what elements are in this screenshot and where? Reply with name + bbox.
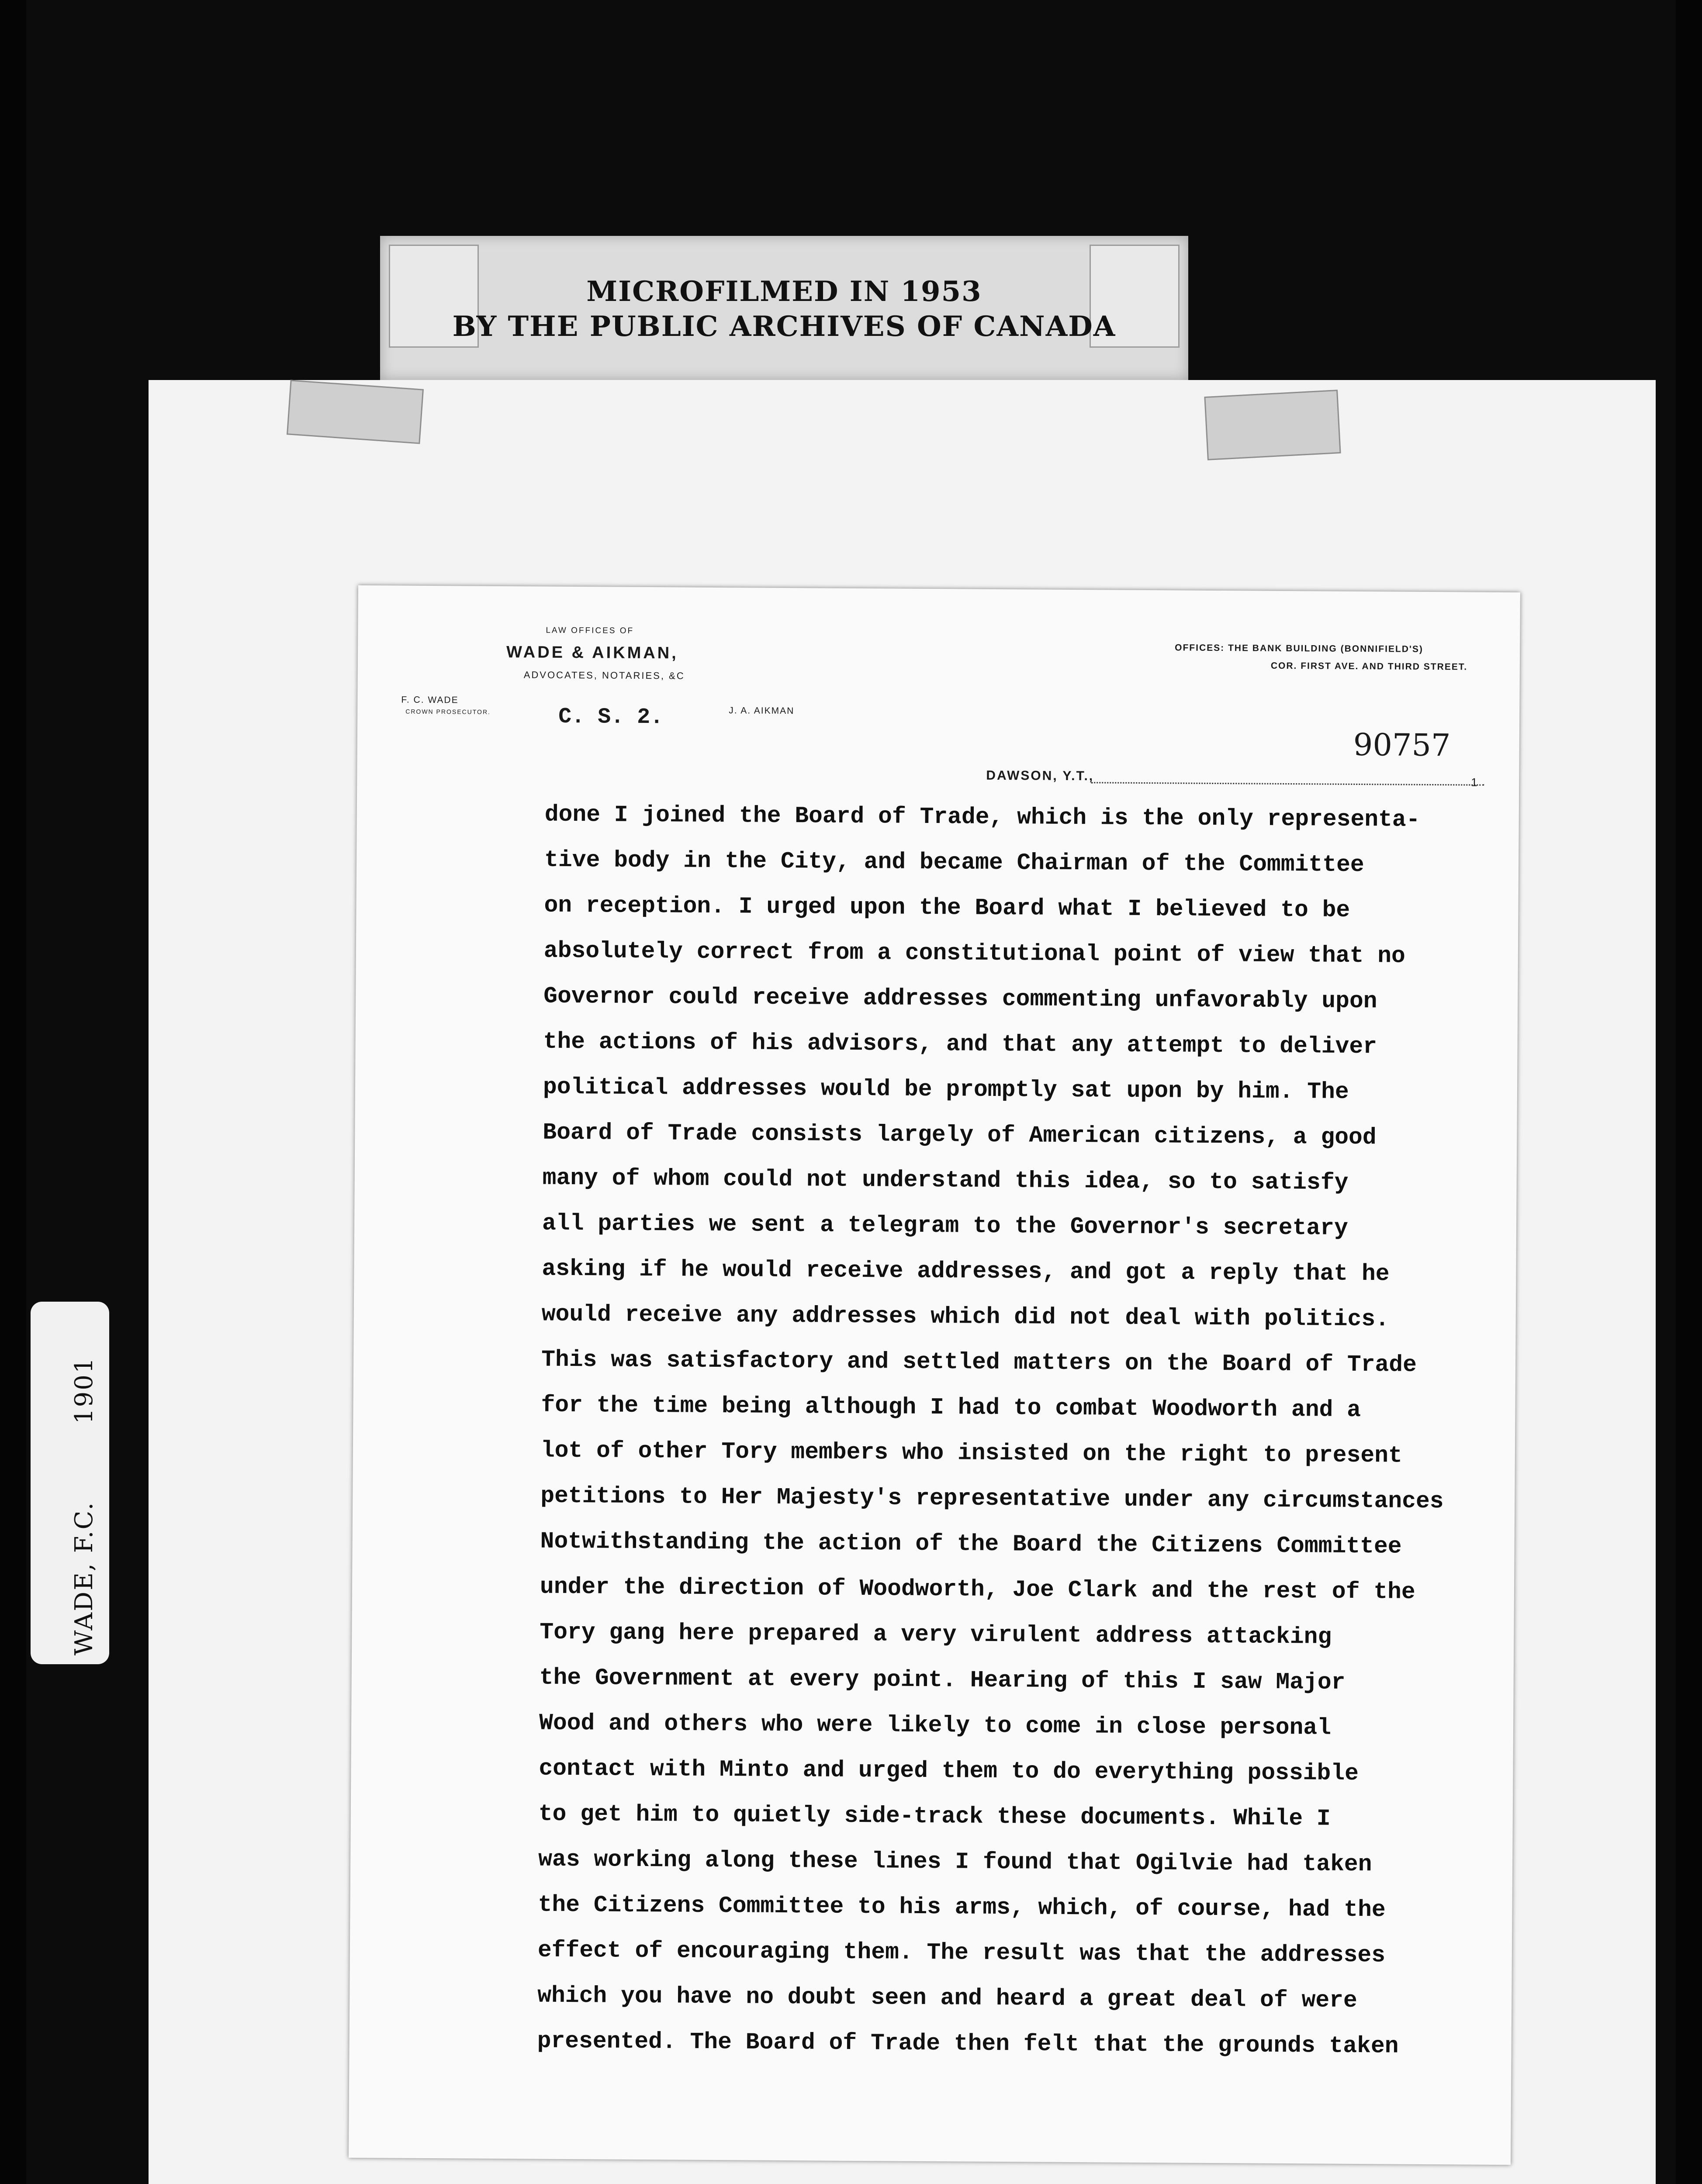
body-line: the Government at every point. Hearing of this I saw Major	[539, 1664, 1346, 1696]
body-line: many of whom could not understand this idea, so to satisfy	[542, 1165, 1349, 1196]
body-line: done I joined the Board of Trade, which is the only representa-	[544, 801, 1420, 833]
microfilm-header-card	[380, 236, 1188, 380]
firm-name: WADE & AIKMAN,	[506, 643, 678, 663]
offices-line-1: OFFICES: THE BANK BUILDING (BONNIFIELD'S)	[1175, 643, 1424, 654]
body-line: the actions of his advisors, and that any attempt to deliver	[543, 1028, 1377, 1060]
body-line: on reception. I urged upon the Board what I believed to be	[544, 892, 1350, 923]
body-line: Governor could receive addresses commenting unfavorably upon	[543, 983, 1377, 1015]
body-line: Board of Trade consists largely of American citizens, a good	[543, 1119, 1377, 1151]
partner-1-title: CROWN PROSECUTOR.	[405, 708, 491, 715]
letter-page	[349, 585, 1520, 2165]
film-edge-left	[0, 0, 26, 2184]
body-line: asking if he would receive addresses, and got a reply that he	[542, 1255, 1390, 1287]
body-line: absolutely correct from a constitutional point of view that no	[543, 937, 1405, 969]
archive-stamp-number: 90757	[1353, 726, 1451, 764]
body-line: to get him to quietly side-track these documents. While I	[538, 1800, 1331, 1832]
body-line: presented. The Board of Trade then felt that the grounds taken	[537, 2028, 1399, 2060]
date-line-tail: 1	[1471, 775, 1477, 789]
letter-body	[537, 792, 1475, 2070]
body-line: lot of other Tory members who insisted on the right to present	[540, 1437, 1402, 1469]
law-offices-of: LAW OFFICES OF	[546, 625, 634, 636]
offices-line-2: COR. FIRST AVE. AND THIRD STREET.	[1270, 660, 1468, 672]
body-line: would receive any addresses which did not deal with politics.	[541, 1301, 1390, 1333]
body-line: all parties we sent a telegram to the Governor's secretary	[542, 1210, 1348, 1241]
body-line: under the direction of Woodworth, Joe Clark and the rest of the	[540, 1573, 1415, 1605]
header-line-2: BY THE PUBLIC ARCHIVES OF CANADA	[452, 310, 1116, 343]
body-line: Notwithstanding the action of the Board the Citizens Committee	[540, 1528, 1402, 1560]
body-line: effect of encouraging them. The result was that the addresses	[537, 1937, 1386, 1969]
tape-piece	[1204, 390, 1341, 460]
firm-subtitle: ADVOCATES, NOTARIES, &C	[523, 669, 685, 681]
side-label-year: 1901	[70, 1356, 98, 1424]
place-label: DAWSON, Y.T.,	[986, 768, 1094, 784]
date-line	[1091, 782, 1484, 785]
body-line: This was satisfactory and settled matters on the Board of Trade	[541, 1346, 1417, 1378]
body-line: which you have no doubt seen and heard a great deal of were	[537, 1982, 1357, 2014]
body-line: was working along these lines I found that Ogilvie had taken	[538, 1846, 1372, 1878]
body-line: contact with Minto and urged them to do everything possible	[539, 1755, 1359, 1787]
partner-1-name: F. C. WADE	[401, 695, 459, 705]
body-line: for the time being although I had to combat Woodworth and a	[541, 1392, 1361, 1424]
tape-piece	[287, 380, 424, 444]
reference-code: C. S. 2.	[558, 704, 664, 730]
header-line-1: MICROFILMED IN 1953	[586, 275, 982, 308]
body-line: petitions to Her Majesty's representative under any circumstances	[540, 1482, 1444, 1515]
body-line: tive body in the City, and became Chairman of the Committee	[544, 847, 1364, 878]
body-line: Wood and others who were likely to come in close personal	[539, 1710, 1332, 1741]
body-line: political addresses would be promptly sat upon by him. The	[543, 1074, 1349, 1105]
partner-2-name: J. A. AIKMAN	[729, 705, 795, 716]
body-line: the Citizens Committee to his arms, which, of course, had the	[538, 1891, 1386, 1923]
film-edge-right	[1676, 0, 1702, 2184]
body-line: Tory gang here prepared a very virulent address attacking	[540, 1619, 1332, 1650]
side-label-name: WADE, F.C.	[70, 1501, 98, 1655]
